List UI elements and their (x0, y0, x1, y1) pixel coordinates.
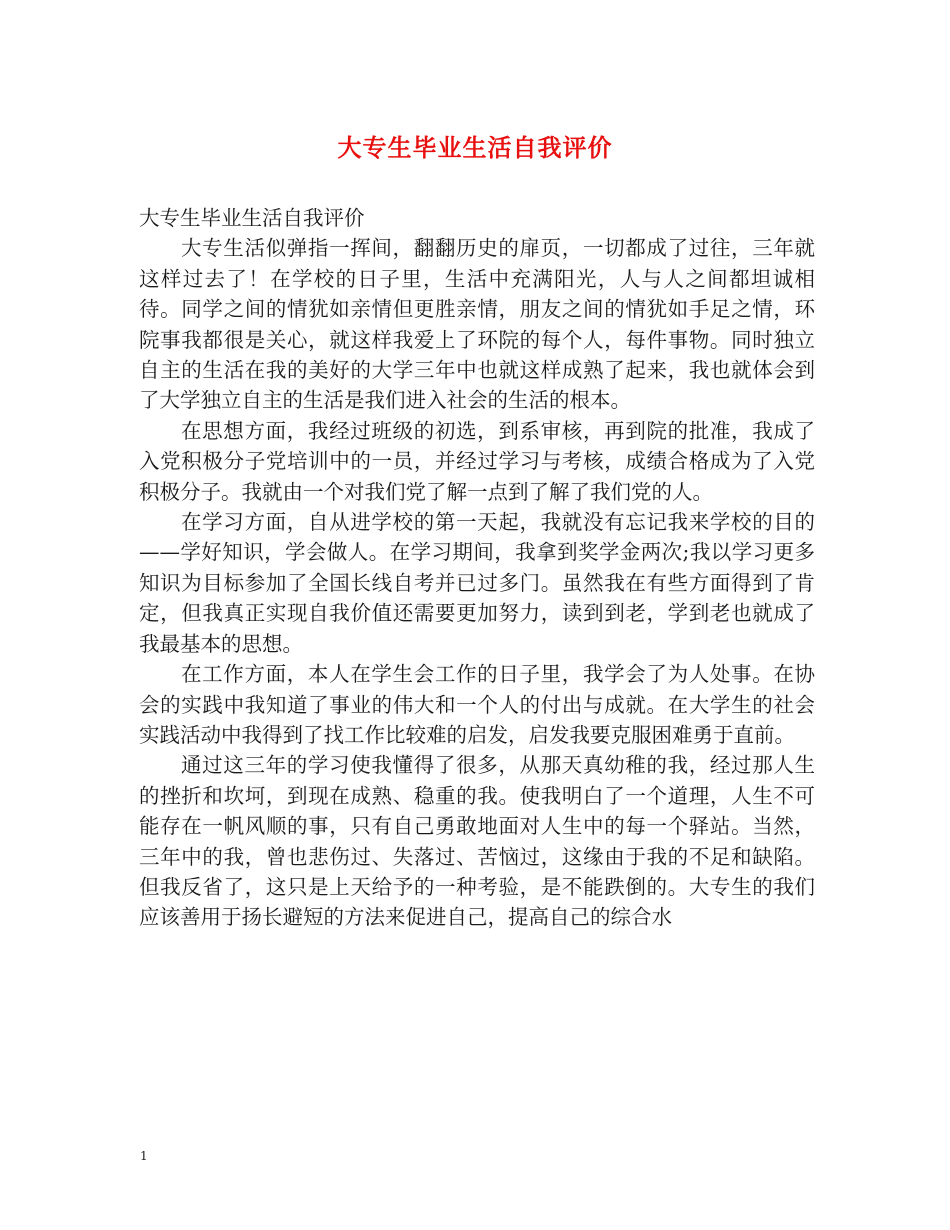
paragraph-study: 在学习方面，自从进学校的第一天起，我就没有忘记我来学校的目的——学好知识，学会做人。在学习期间，我拿到奖学金两次;我以学习更多知识为目标参加了全国长线自考并已过多门。虽然我在有些方面得到了肯定，但我真正实现自我价值还需要更加努力，读到到老，学到老也就成了我最基本的思想。 (139, 510, 815, 656)
document-title: 大专生毕业生活自我评价 (337, 133, 613, 162)
paragraph-ideology: 在思想方面，我经过班级的初选，到系审核，再到院的批准，我成了入党积极分子党培训中的一员，并经过学习与考核，成绩合格成为了入党积极分子。我就由一个对我们党了解一点到了解了我们党的人。 (139, 418, 815, 504)
paragraph-reflection: 通过这三年的学习使我懂得了很多，从那天真幼稚的我，经过那人生的挫折和坎坷，到现在成熟、稳重的我。使我明白了一个道理，人生不可能存在一帆风顺的事，只有自己勇敢地面对人生中的每一个驿站。当然，三年中的我，曾也悲伤过、失落过、苦恼过，这缘由于我的不足和缺陷。但我反省了，这只是上天给予的一种考验，是不能跌倒的。大专生的我们应该善用于扬长避短的方法来促进自己，提高自己的综合水 (139, 753, 815, 930)
document-subtitle: 大专生毕业生活自我评价 (139, 206, 365, 230)
paragraph-intro: 大专生活似弹指一挥间，翻翻历史的扉页，一切都成了过往，三年就这样过去了！在学校的日子里，生活中充满阳光，人与人之间都坦诚相待。同学之间的情犹如亲情但更胜亲情，朋友之间的情犹如手足之情，环院事我都很是关心，就这样我爱上了环院的每个人，每件事物。同时独立自主的生活在我的美好的大学三年中也就这样成熟了起来，我也就体会到了大学独立自主的生活是我们进入社会的生活的根本。 (139, 236, 815, 413)
page-number: 1 (140, 1149, 148, 1163)
document-body (139, 203, 815, 933)
paragraph-work: 在工作方面，本人在学生会工作的日子里，我学会了为人处事。在协会的实践中我知道了事业的伟大和一个人的付出与成就。在大学生的社会实践活动中我得到了找工作比较难的启发，启发我要克服困难勇于直前。 (139, 662, 815, 747)
